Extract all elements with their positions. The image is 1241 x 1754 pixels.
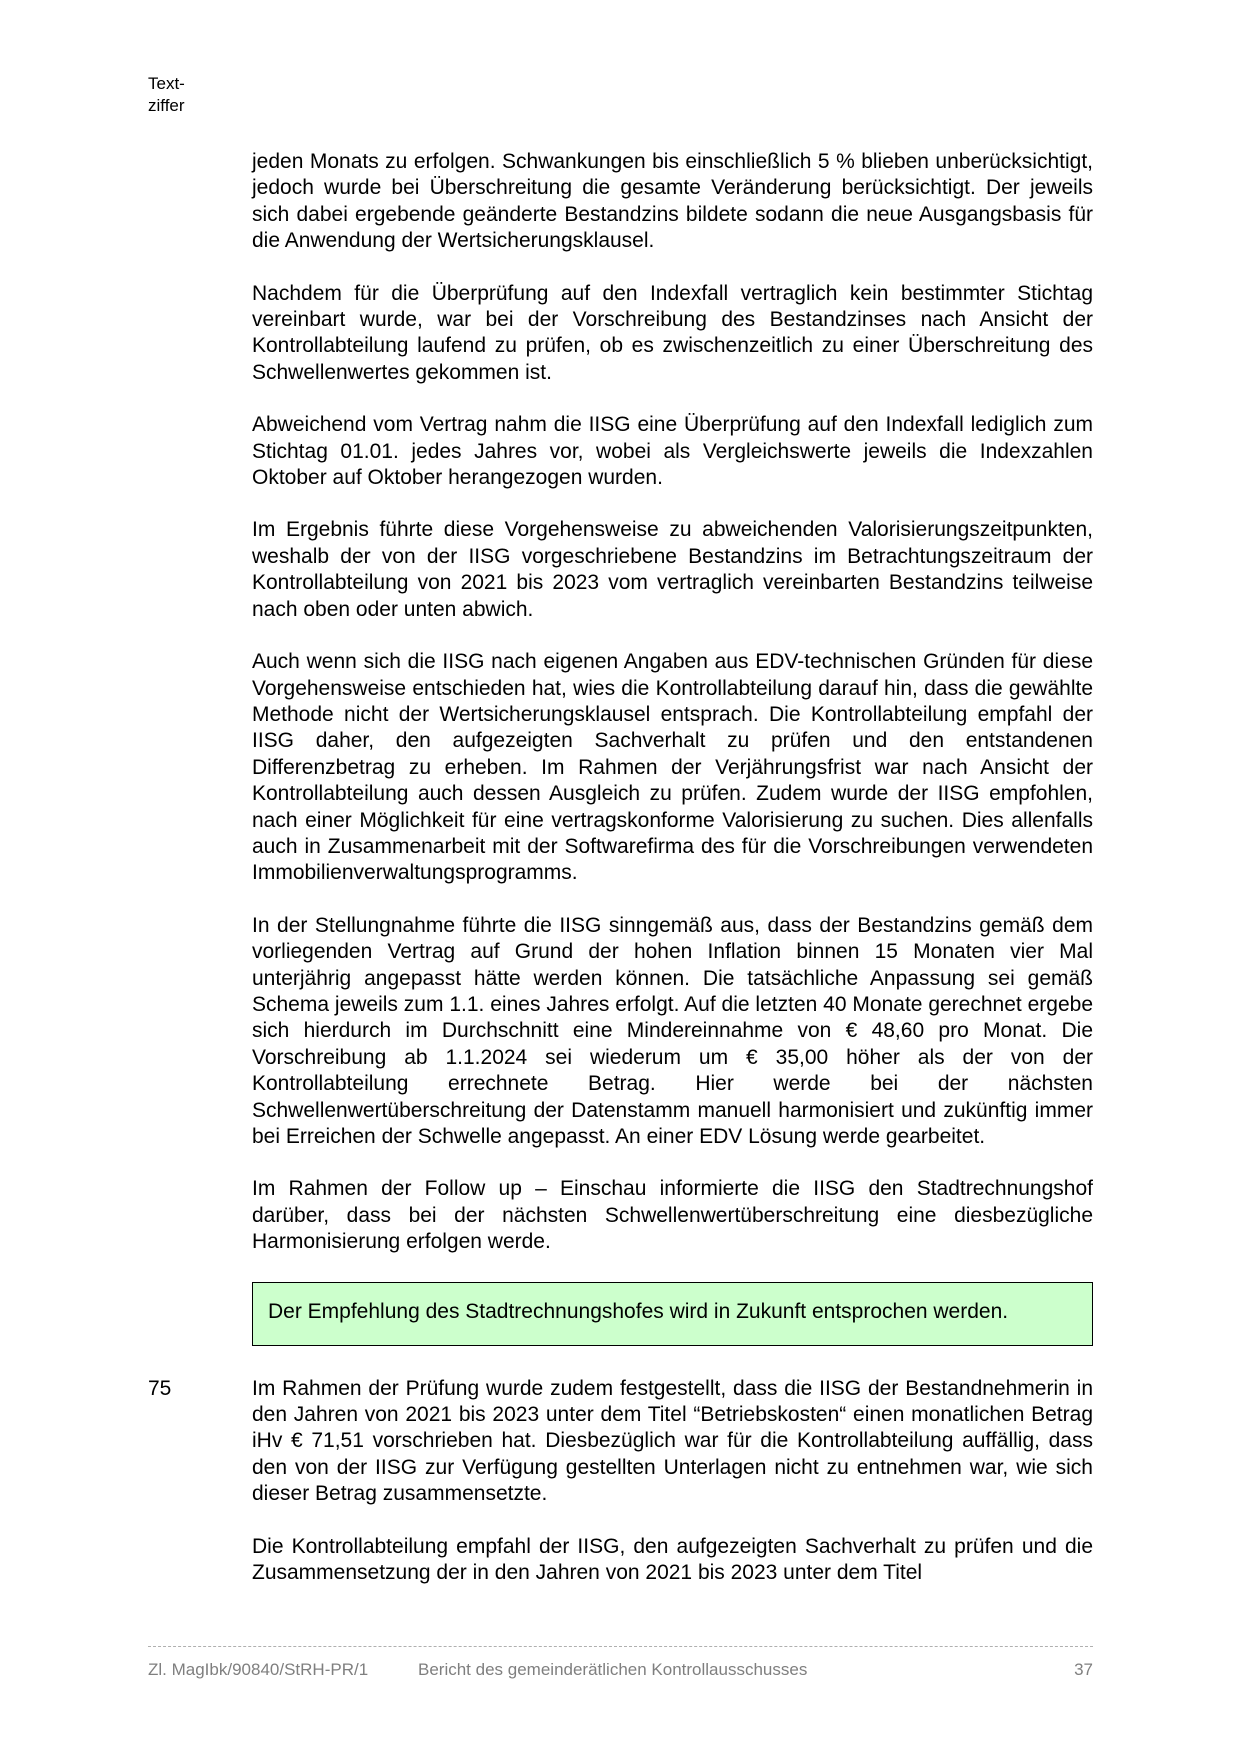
document-body xyxy=(148,149,1093,1612)
paragraph-index-check: Nachdem für die Überprüfung auf den Indexfall vertraglich kein bestimmter Stichtag vereinbart wurde, war bei der Vorschreibung des Bestandzinses nach Ansicht der Kontrollabteilung laufend zu prüfen, ob es zwischenzeitlich zu einer Überschreitung des Schwellenwertes gekommen ist. xyxy=(252,281,1093,384)
section-number: 75 xyxy=(148,1376,172,1400)
section-75 xyxy=(148,1376,1093,1587)
margin-label-textziffer: Text- ziffer xyxy=(148,74,185,115)
page-number: 37 xyxy=(1074,1660,1093,1679)
paragraph-statement: In der Stellungnahme führte die IISG sinngemäß aus, dass der Bestandzins gemäß dem vorliegenden Vertrag auf Grund der hohen Inflation binnen 15 Monaten vier Mal unterjährig angepasst hätte werden können. Die tatsächliche Anpassung sei gemäß Schema jeweils zum 1.1. eines Jahres erfolgt. Auf die letzten 40 Monate gerechnet ergebe sich hierdurch im Durchschnitt eine Mindereinnahme von € 48,60 pro Monat. Die Vorschreibung ab 1.1.2024 sei wiederum um € 35,00 höher als der von der Kontrollabteilung errechnete Betrag. Hier werde bei der nächsten Schwellenwertüberschreitung der Datenstamm manuell harmonisiert und zukünftig immer bei Erreichen der Schwelle angepasst. An einer EDV Lösung werde gearbeitet. xyxy=(252,913,1093,1148)
paragraph-operating-costs-recommendation: Die Kontrollabteilung empfahl der IISG, den aufgezeigten Sachverhalt zu prüfen und die Zusammensetzung der in den Jahren von 2021 bis 2023 unter dem Titel xyxy=(252,1534,1093,1585)
paragraph-valorization-rule: jeden Monats zu erfolgen. Schwankungen bis einschließlich 5 % blieben unberücksichtigt, jedoch wurde bei Überschreitung die gesamte Veränderung berücksichtigt. Der jeweils sich dabei ergebende geänderte Bestandzins bildete sodann die neue Ausgangsbasis für die Anwendung der Wertsicherungsklausel. xyxy=(252,150,1093,253)
recommendation-box: Der Empfehlung des Stadtrechnungshofes wird in Zukunft entsprochen werden. xyxy=(252,1282,1093,1346)
paragraph-recommendation: Auch wenn sich die IISG nach eigenen Angaben aus EDV-technischen Gründen für diese Vorgehensweise entschieden hat, wies die Kontrollabteilung darauf hin, dass die gewählte Methode nicht der Wertsicherungsklausel entsprach. Die Kontrollabteilung empfahl der IISG daher, den aufgezeigten Sachverhalt zu prüfen und den entstandenen Differenzbetrag zu erheben. Im Rahmen der Verjährungsfrist war nach Ansicht der Kontrollabteilung auch dessen Ausgleich zu prüfen. Zudem wurde der IISG empfohlen, nach einer Möglichkeit für eine vertragskonforme Valorisierung zu suchen. Dies allenfalls auch in Zusammenarbeit mit der Softwarefirma des für die Vorschreibungen verwendeten Immobilienverwaltungsprogramms. xyxy=(252,650,1093,885)
paragraph-follow-up: Im Rahmen der Follow up – Einschau informierte die IISG den Stadtrechnungshof darüber, dass bei der nächsten Schwellenwertüberschreitung eine diesbezügliche Harmonisierung erfolgen werde. xyxy=(252,1177,1093,1254)
page-footer xyxy=(148,1660,1093,1680)
footer-divider xyxy=(148,1646,1093,1647)
footer-title: Bericht des gemeinderätlichen Kontrollausschusses xyxy=(418,1660,808,1679)
footer-reference: Zl. MagIbk/90840/StRH-PR/1 xyxy=(148,1660,369,1679)
paragraph-operating-costs: Im Rahmen der Prüfung wurde zudem festgestellt, dass die IISG der Bestandnehmerin in den Jahren von 2021 bis 2023 unter dem Titel “Betriebskosten“ einen monatlichen Betrag iHv € 71,51 vorschrieben hat. Diesbezüglich war für die Kontrollabteilung auffällig, dass den von der IISG zur Verfügung gestellten Unterlagen nicht zu entnehmen war, wie sich dieser Betrag zusammensetzte. xyxy=(252,1376,1093,1506)
paragraph-deviation: Abweichend vom Vertrag nahm die IISG eine Überprüfung auf den Indexfall lediglich zum Stichtag 01.01. jedes Jahres vor, wobei als Vergleichswerte jeweils die Indexzahlen Oktober auf Oktober herangezogen wurden. xyxy=(252,413,1093,490)
paragraph-result: Im Ergebnis führte diese Vorgehensweise zu abweichenden Valorisierungszeitpunkten, weshalb der von der IISG vorgeschriebene Bestandzins im Betrachtungszeitraum der Kontrollabteilung von 2021 bis 2023 vom vertraglich vereinbarten Bestandzins teilweise nach oben oder unten abwich. xyxy=(252,518,1093,621)
